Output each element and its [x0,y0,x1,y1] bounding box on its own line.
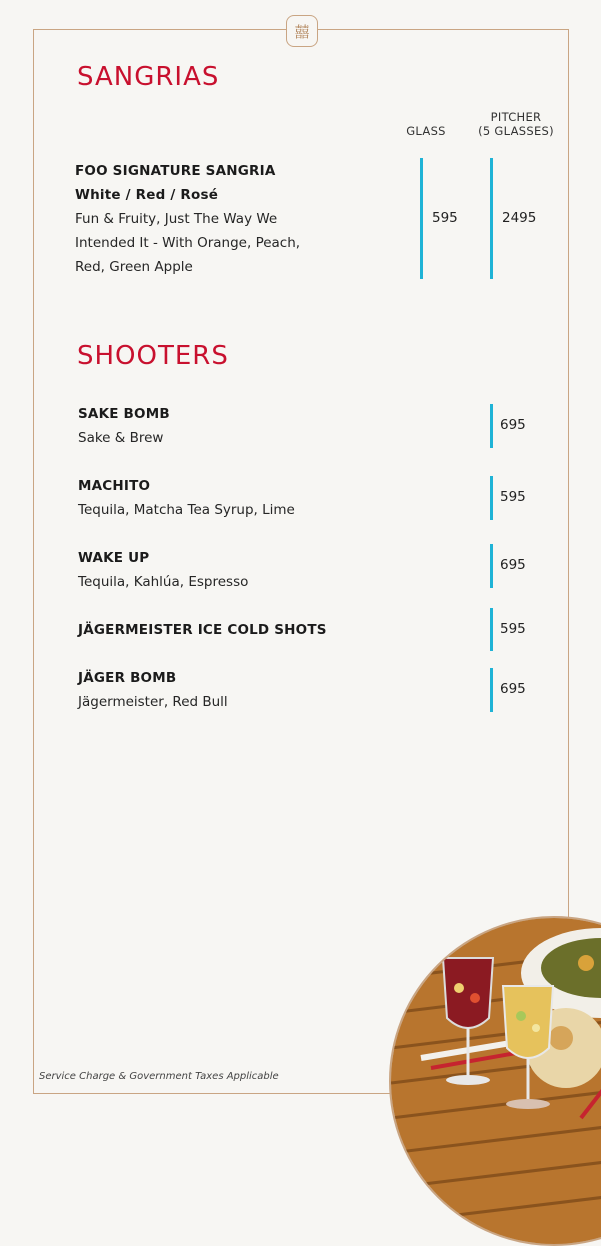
pitcher-header-line1: PITCHER [490,110,542,124]
pitcher-header-line2: (5 GLASSES) [478,124,554,138]
sangria-item-name: FOO SIGNATURE SANGRIA [75,163,276,179]
price-bar [490,404,493,448]
shooter-price: 695 [500,557,526,573]
description-line: Intended It - With Orange, Peach, [75,235,301,251]
shooter-price: 595 [500,621,526,637]
glass-column-header: GLASS [406,124,446,138]
pitcher-column-header [470,110,562,138]
price-bar [490,476,493,520]
glass-price-bar [420,158,423,279]
shooter-price: 595 [500,489,526,505]
sangria-item-description [75,207,300,279]
shooter-price: 695 [500,681,526,697]
description-line: Red, Green Apple [75,259,193,275]
price-bar [490,668,493,712]
shooter-name: JÄGERMEISTER ICE COLD SHOTS [78,622,327,638]
shooter-description: Tequila, Kahlúa, Espresso [78,574,249,590]
shooter-price: 695 [500,417,526,433]
price-bar [490,544,493,588]
glass-price: 595 [432,210,458,226]
shooter-name: JÄGER BOMB [78,670,177,686]
sangrias-heading: SANGRIAS [77,62,220,92]
shooters-heading: SHOOTERS [77,341,229,371]
shooter-description: Sake & Brew [78,430,164,446]
shooter-name: WAKE UP [78,550,150,566]
chinese-character-emblem-icon: 囍 [286,15,318,47]
shooter-description: Tequila, Matcha Tea Syrup, Lime [78,502,295,518]
price-bar [490,608,493,651]
sangria-item-variants: White / Red / Rosé [75,187,219,203]
shooter-description: Jägermeister, Red Bull [78,694,228,710]
service-charge-note: Service Charge & Government Taxes Applicable [39,1071,279,1082]
description-line: Fun & Fruity, Just The Way We [75,211,278,227]
shooter-name: MACHITO [78,478,151,494]
shooter-name: SAKE BOMB [78,406,170,422]
pitcher-price-bar [490,158,493,279]
pitcher-price: 2495 [502,210,537,226]
